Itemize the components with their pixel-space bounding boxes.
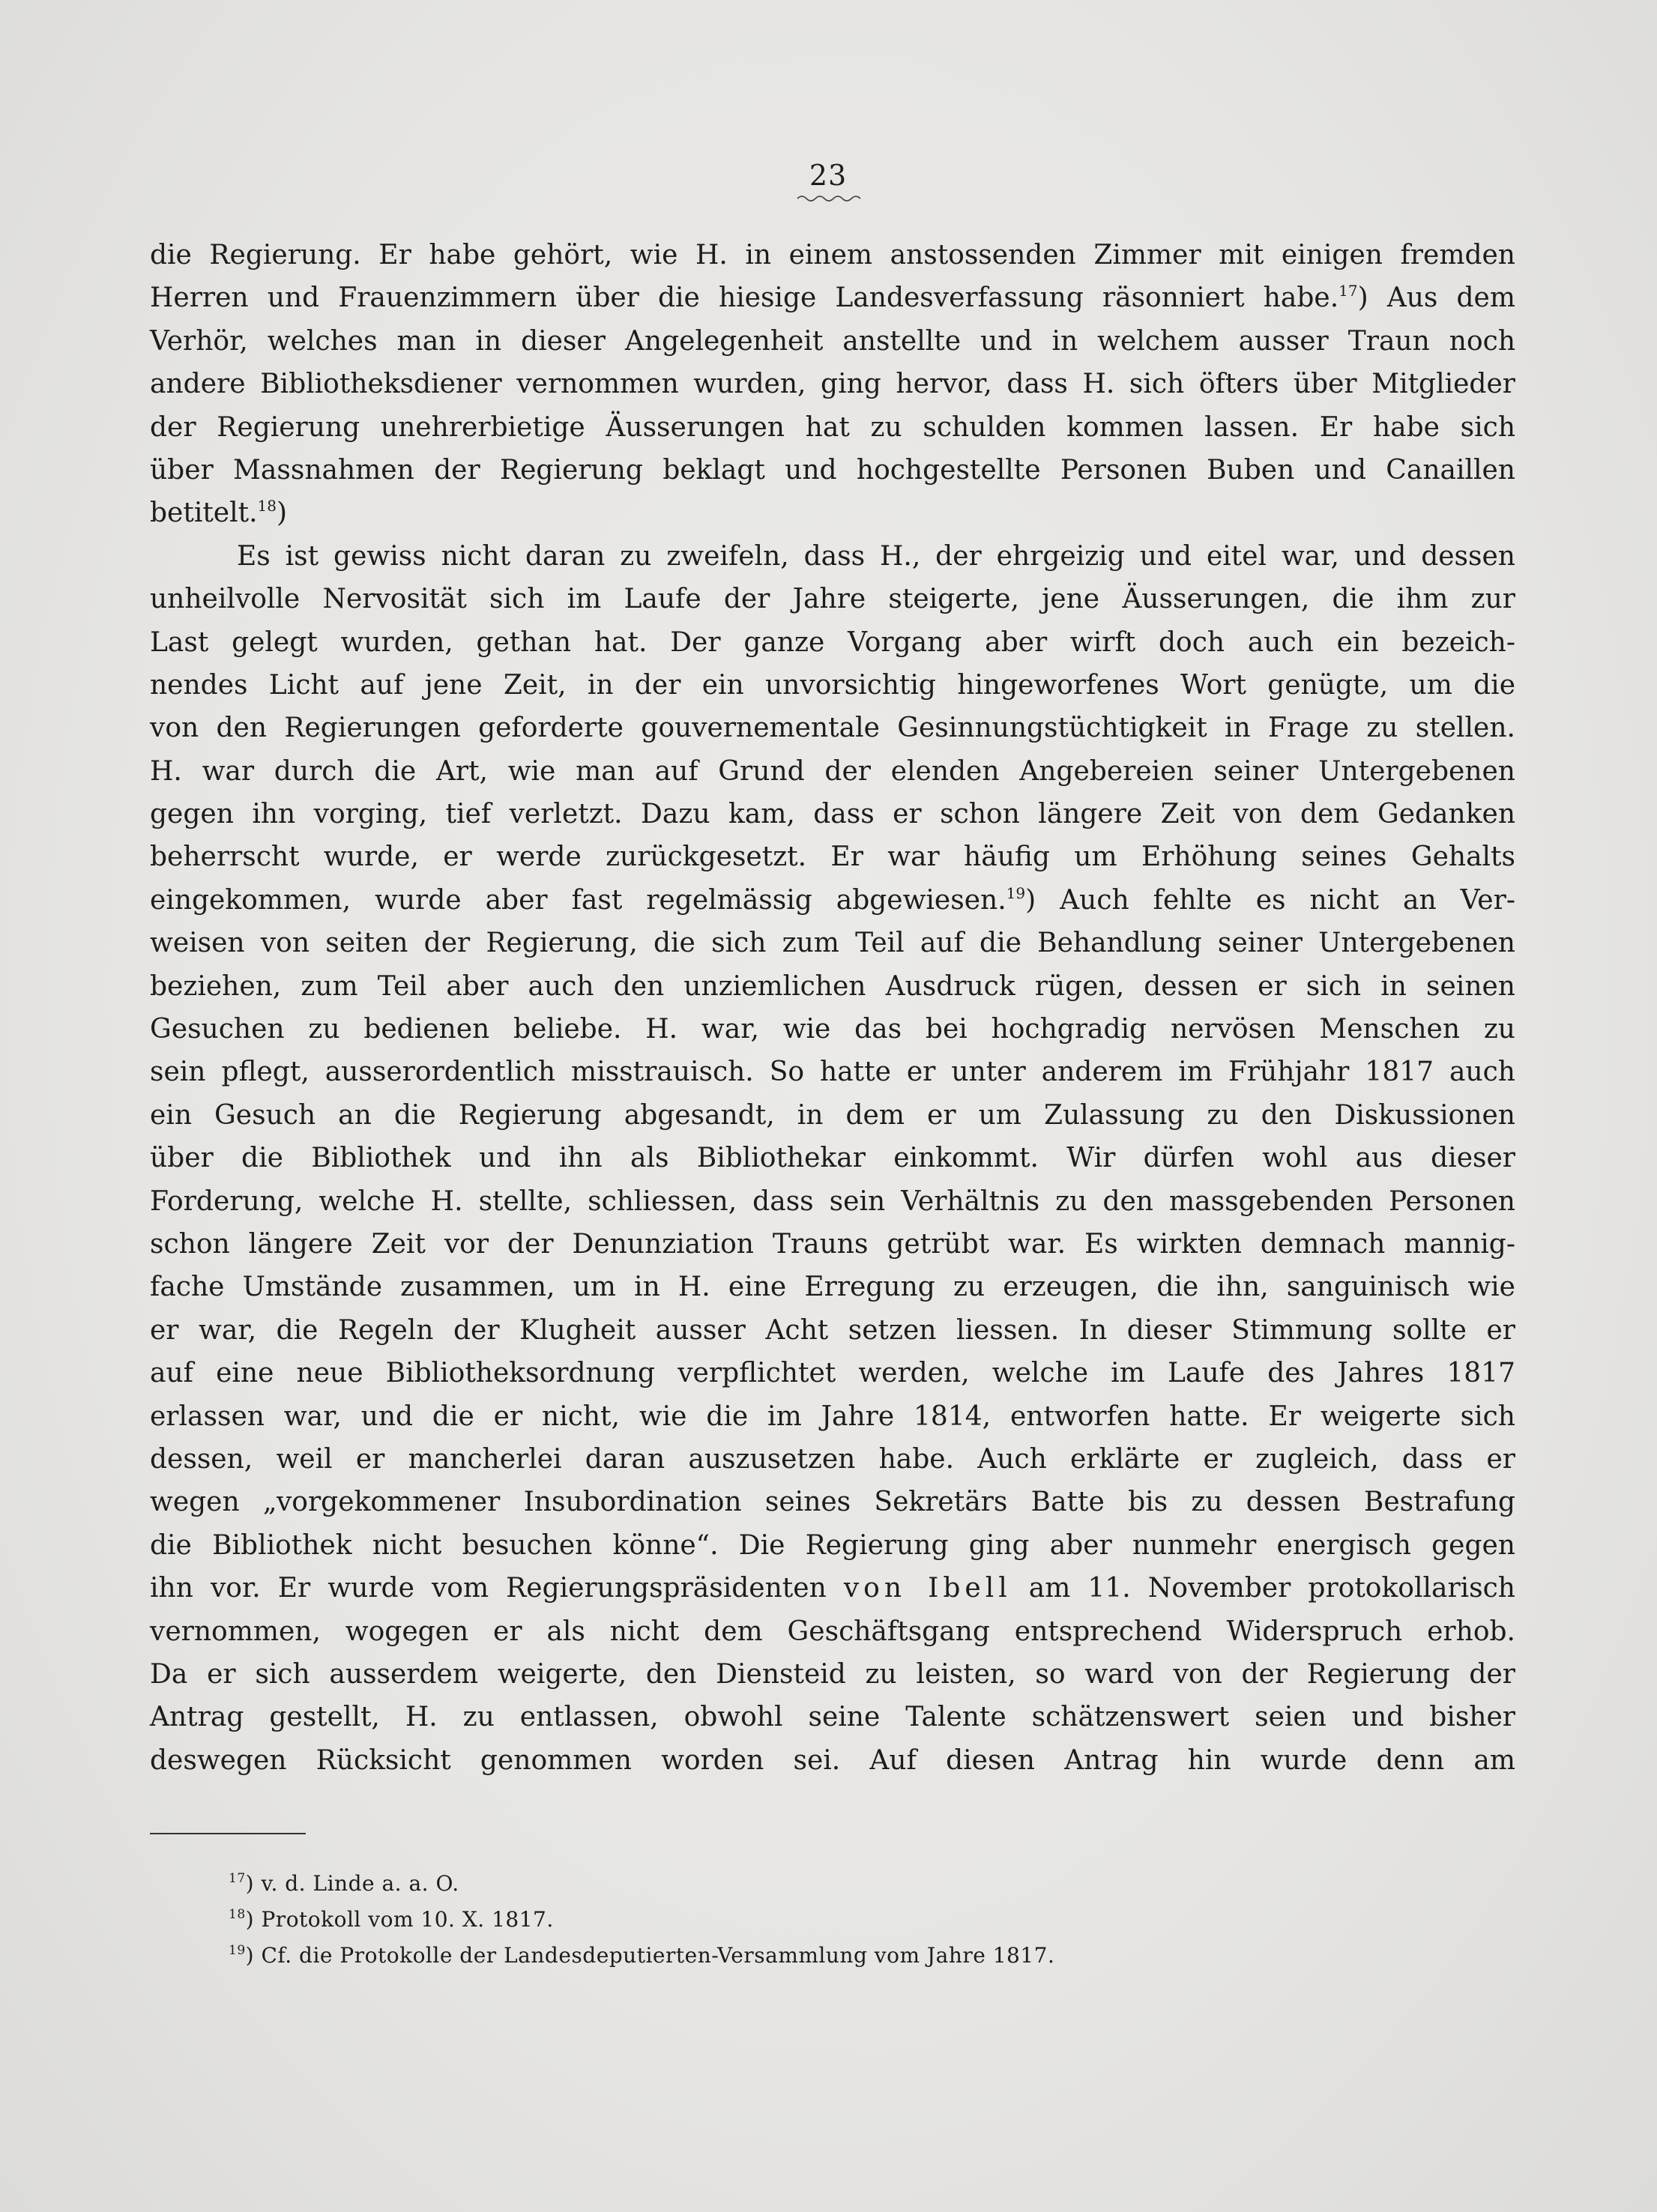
text-line-content: schon längere Zeit vor der Denunziation Trauns getrübt war. Es wirkten demnach mannig-	[150, 1228, 1515, 1260]
text-line-content: betitelt.	[150, 498, 258, 529]
text-line-content: Es ist gewiss nicht daran zu zweifeln, dass H., der ehrgeizig und eitel war, und dessen	[237, 540, 1515, 572]
text-line	[150, 1352, 1515, 1394]
text-line-content: sein pflegt, ausserordentlich misstrauisch. So hatte er unter anderem im Frühjahr 1817 auch	[150, 1057, 1515, 1088]
text-line-content: der Regierung unehrerbietige Äusserungen hat zu schulden kommen lassen. Er habe sich	[150, 411, 1515, 443]
text-line	[150, 707, 1515, 749]
text-line	[150, 1524, 1515, 1567]
text-line-content: beherrscht wurde, er werde zurückgesetzt. Er war häufig um Erhöhung seines Gehalts	[150, 841, 1515, 873]
text-line	[150, 1223, 1515, 1266]
footnote-text: ) v. d. Linde a. a. O.	[245, 1871, 459, 1896]
spaced-name: von Ibell	[843, 1573, 1012, 1604]
text-line	[150, 664, 1515, 707]
text-line	[150, 276, 1515, 319]
text-line-content: H. war durch die Art, wie man auf Grund der elenden Angebereien seiner Untergebenen	[150, 755, 1515, 787]
text-line-content: fache Umstände zusammen, um in H. eine Erregung zu erzeugen, die ihn, sanguinisch wie	[150, 1272, 1515, 1303]
text-line	[150, 1696, 1515, 1738]
text-line-content: gegen ihn vorging, tief verletzt. Dazu kam, dass er schon längere Zeit von dem Gedanken	[150, 799, 1515, 830]
text-line	[150, 965, 1515, 1008]
text-line-content: ihn vor. Er wurde vom Regierungspräsidenten	[150, 1573, 844, 1604]
text-line	[150, 449, 1515, 492]
text-line	[150, 1739, 1515, 1782]
footnote-separator	[150, 1833, 306, 1834]
text-line	[150, 835, 1515, 878]
text-line-content: erlassen war, und die er nicht, wie die im Jahre 1814, entworfen hatte. Er weigerte sich	[150, 1400, 1515, 1432]
text-line	[150, 1051, 1515, 1093]
text-line-content: wegen „vorgekommener Insubordination seines Sekretärs Batte bis zu dessen Bestrafung	[150, 1487, 1515, 1518]
text-line	[150, 1180, 1515, 1223]
text-line	[150, 578, 1515, 620]
text-line-content: Antrag gestellt, H. zu entlassen, obwohl seine Talente schätzenswert seien und bisher	[150, 1702, 1515, 1733]
text-line-content: er war, die Regeln der Klugheit ausser Acht setzen liessen. In dieser Stimmung sollte er	[150, 1314, 1515, 1346]
text-line-content: vernommen, wogegen er als nicht dem Geschäftsgang entsprechend Widerspruch erhob.	[150, 1616, 1515, 1647]
text-line	[150, 621, 1515, 664]
text-line	[150, 1438, 1515, 1481]
footnote-number: 17	[229, 1871, 246, 1886]
text-line-content: unheilvolle Nervosität sich im Laufe der Jahre steigerte, jene Äusserungen, die ihm zur	[150, 584, 1515, 615]
text-line-content: dessen, weil er mancherlei daran auszusetzen habe. Auch erklärte er zugleich, dass er	[150, 1443, 1515, 1475]
text-line	[150, 234, 1515, 276]
text-line	[150, 1395, 1515, 1438]
text-line	[150, 1653, 1515, 1696]
footnote-text: ) Cf. die Protokolle der Landesdeputierten-Versammlung vom Jahre 1817.	[245, 1943, 1055, 1968]
text-line	[150, 1567, 1515, 1610]
footnote-ref: 18	[257, 497, 277, 516]
footnote-ref: 17	[1338, 282, 1358, 300]
text-line-continuation: ) Aus dem	[1357, 282, 1516, 314]
text-line	[150, 793, 1515, 835]
page-number: 23	[809, 159, 848, 192]
text-line	[150, 1094, 1515, 1137]
text-line-content: von den Regierungen geforderte gouvernementale Gesinnungstüchtigkeit in Frage zu stellen.	[150, 713, 1515, 744]
text-line	[150, 1008, 1515, 1051]
text-line	[150, 922, 1515, 964]
text-line-continuation: am 11. November protokollarisch	[1011, 1573, 1515, 1604]
text-line	[150, 1309, 1515, 1352]
text-line	[150, 363, 1515, 405]
text-line-continuation: ) Auch fehlte es nicht an Ver-	[1025, 884, 1515, 916]
text-line-content: Verhör, welches man in dieser Angelegenheit anstellte und in welchem ausser Traun noch	[150, 325, 1515, 357]
body-text	[150, 234, 1515, 1782]
footnote-number: 19	[229, 1943, 246, 1958]
text-line-content: andere Bibliotheksdiener vernommen wurden, ging hervor, dass H. sich öfters über Mitglieder	[150, 369, 1515, 400]
text-line-continuation: )	[276, 498, 288, 529]
text-line	[150, 1610, 1515, 1653]
page-number-ornament	[796, 193, 863, 204]
text-line-content: deswegen Rücksicht genommen worden sei. Auf diesen Antrag hin wurde denn am	[150, 1744, 1515, 1776]
text-line	[150, 750, 1515, 793]
text-line	[150, 535, 1515, 578]
text-line-content: Herren und Frauenzimmern über die hiesige Landesverfassung räsonniert habe.	[150, 282, 1339, 314]
text-line-content: weisen von seiten der Regierung, die sich zum Teil auf die Behandlung seiner Untergebenen	[150, 928, 1515, 959]
text-line	[150, 1266, 1515, 1308]
text-line	[150, 320, 1515, 363]
text-line	[150, 1137, 1515, 1179]
text-line-content: Last gelegt wurden, gethan hat. Der ganze Vorgang aber wirft doch auch ein bezeich-	[150, 626, 1515, 658]
text-line-content: Gesuchen zu bedienen beliebe. H. war, wie das bei hochgradig nervösen Menschen zu	[150, 1014, 1515, 1045]
text-line	[150, 879, 1515, 922]
text-line-content: beziehen, zum Teil aber auch den unziemlichen Ausdruck rügen, dessen er sich in seinen	[150, 970, 1515, 1002]
text-line-content: die Regierung. Er habe gehört, wie H. in einem anstossenden Zimmer mit einigen fremden	[150, 240, 1515, 271]
text-line	[150, 492, 1515, 534]
footnote-text: ) Protokoll vom 10. X. 1817.	[245, 1907, 554, 1932]
footnote-ref: 19	[1006, 883, 1026, 902]
footnote-number: 18	[229, 1907, 246, 1922]
text-line-content: ein Gesuch an die Regierung abgesandt, in dem er um Zulassung zu den Diskussionen	[150, 1099, 1515, 1131]
footnote	[229, 1902, 1353, 1938]
text-line-content: nendes Licht auf jene Zeit, in der ein unvorsichtig hingeworfenes Wort genügte, um die	[150, 669, 1515, 701]
footnote	[229, 1938, 1353, 1974]
text-line-content: eingekommen, wurde aber fast regelmässig abgewiesen.	[150, 884, 1006, 916]
text-line-content: auf eine neue Bibliotheksordnung verpflichtet werden, welche im Laufe des Jahres 1817	[150, 1358, 1515, 1389]
text-line-content: Forderung, welche H. stellte, schliessen, dass sein Verhältnis zu den massgebenden Personen	[150, 1185, 1515, 1217]
footnote	[229, 1866, 1353, 1902]
text-line	[150, 1481, 1515, 1523]
footnotes	[229, 1866, 1353, 1974]
text-line-content: über Massnahmen der Regierung beklagt und hochgestellte Personen Buben und Canaillen	[150, 454, 1515, 486]
text-line-content: Da er sich ausserdem weigerte, den Diensteid zu leisten, so ward von der Regierung der	[150, 1658, 1515, 1690]
text-line-content: über die Bibliothek und ihn als Bibliothekar einkommt. Wir dürfen wohl aus dieser	[150, 1143, 1515, 1174]
text-line-content: die Bibliothek nicht besuchen könne“. Die Regierung ging aber nunmehr energisch gegen	[150, 1529, 1515, 1561]
text-line	[150, 406, 1515, 449]
